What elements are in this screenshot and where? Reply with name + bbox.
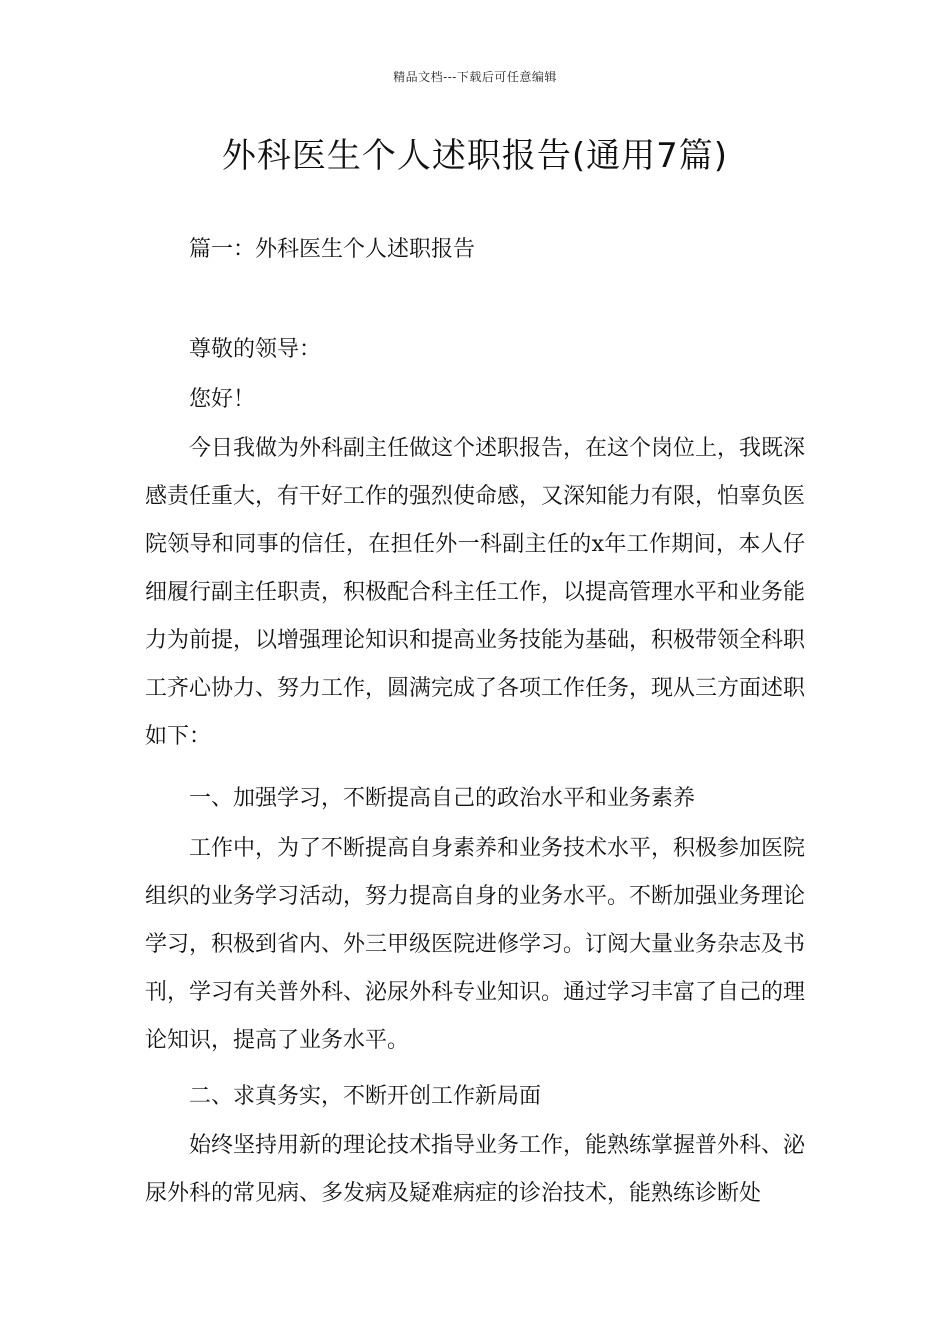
section-heading: 篇一：外科医生个人述职报告 [189, 237, 476, 262]
paragraph-intro: 今日我做为外科副主任做这个述职报告，在这个岗位上，我既深感责任重大，有干好工作的强烈使命感，又深知能力有限，怕辜负医院领导和同事的信任，在担任外一科副主任的x年工作期间，本人仔细履行副主任职责，积极配合科主任工作，以提高管理水平和业务能力为前提，以增强理论知识和提高业务技能为基础，积极带领全科职工齐心协力、努力工作，圆满完成了各项工作任务，现从三方面述职如下： [145, 436, 806, 749]
paragraph-practice: 始终坚持用新的理论技术指导业务工作，能熟练掌握普外科、泌尿外科的常见病、多发病及疑难病症的诊治技术，能熟练诊断处 [145, 1133, 806, 1206]
salutation: 尊敬的领导： [189, 337, 322, 362]
document-title: 外科医生个人述职报告(通用7篇) [221, 136, 729, 176]
subheading-1: 一、加强学习，不断提高自己的政治水平和业务素养 [189, 786, 696, 811]
subheading-2: 二、求真务实，不断开创工作新局面 [189, 1084, 542, 1109]
header-note: 精品文档---下载后可任意编辑 [393, 70, 557, 84]
paragraph-study: 工作中，为了不断提高自身素养和业务技术水平，积极参加医院组织的业务学习活动，努力提高自身的业务水平。不断加强业务理论学习，积极到省内、外三甲级医院进修学习。订阅大量业务杂志及书刊，学习有关普外科、泌尿外科专业知识。通过学习丰富了自己的理论知识，提高了业务水平。 [145, 836, 806, 1053]
greeting: 您好！ [189, 387, 256, 412]
